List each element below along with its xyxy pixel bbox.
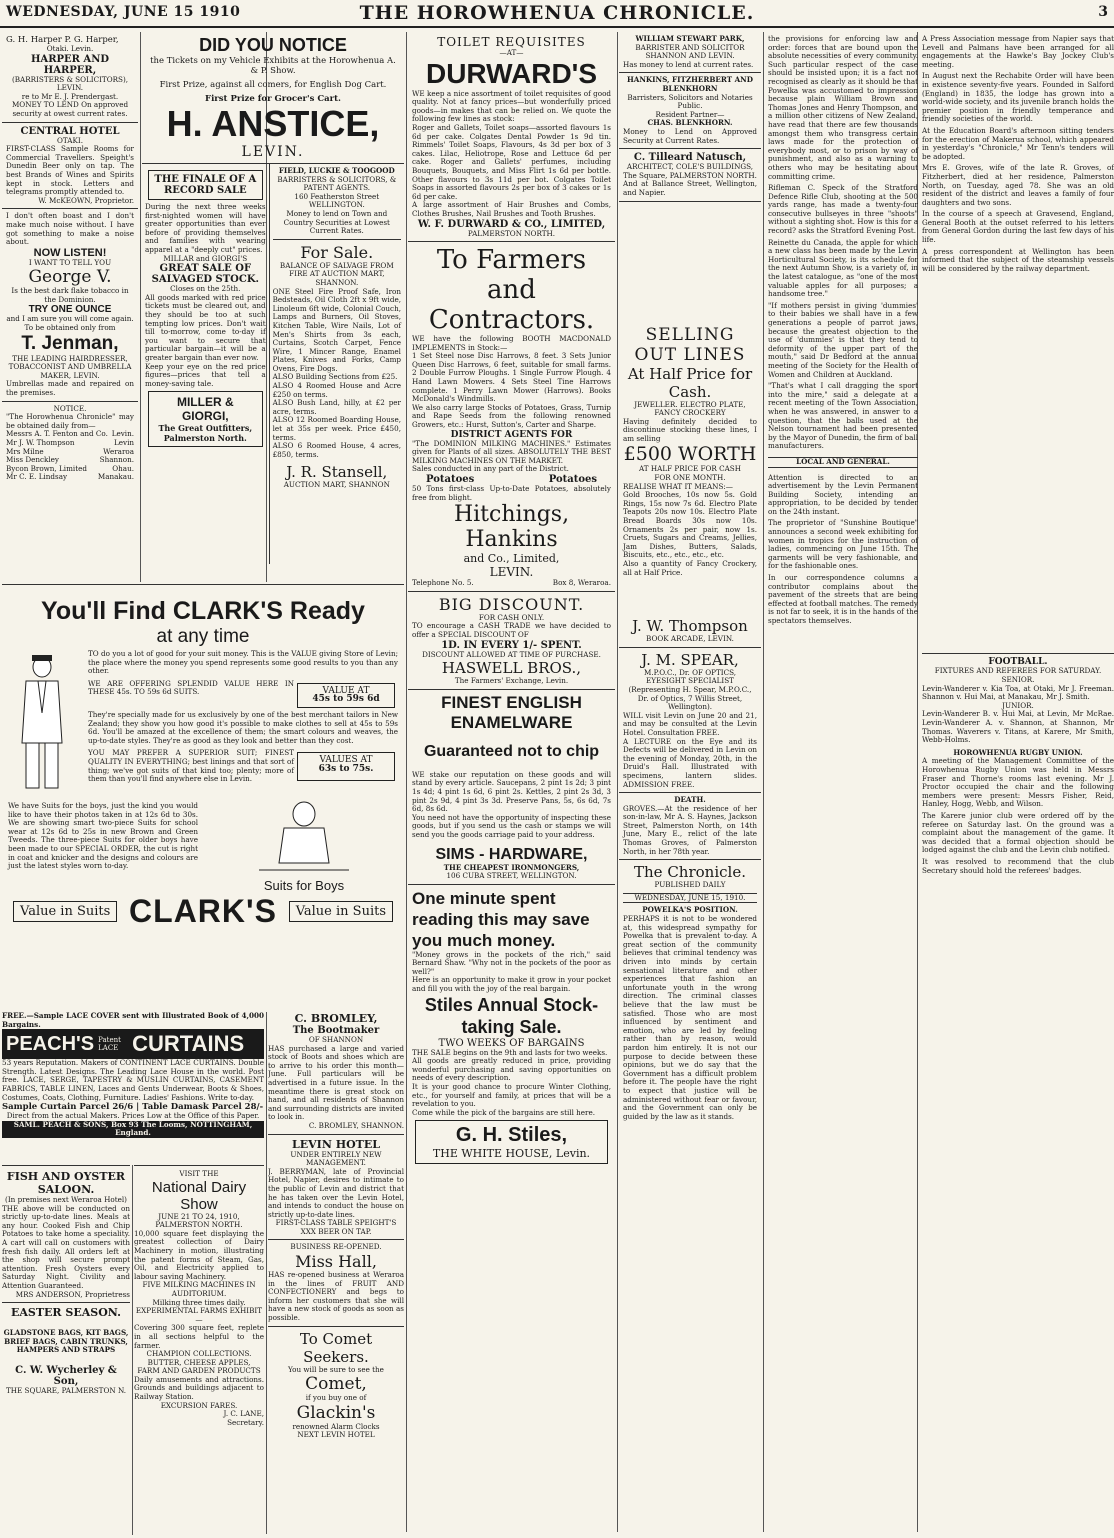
bromley-sig: C. BROMLEY, SHANNON. bbox=[308, 1120, 404, 1130]
death-notice bbox=[619, 793, 761, 860]
patent-lace: Patent LACE bbox=[98, 1036, 121, 1053]
haswell: HASWELL BROS., bbox=[441, 659, 582, 678]
glackin: Glackin's bbox=[296, 1402, 376, 1423]
fish-easter-column bbox=[2, 1165, 130, 1536]
death-text: GROVES.—At the residence of her son-in-law, Mr A. S. Haynes, Jackson Street, Palmerston North, on 14th June, Mary E., relict of the late Thomas Groves, of Palmerston North, in her 78th year. bbox=[623, 803, 757, 856]
clarks-prefer: YOU MAY PREFER A SUPERIOR SUIT; FINEST QUALITY IN EVERYTHING; best linings and that sort of thing; we've got suits of that kind too; plenty; more of them than you'll find anywhere else in Levin. bbox=[88, 748, 294, 784]
great-sale: GREAT SALE OF SALVAGED STOCK. bbox=[151, 263, 259, 286]
clarks-logo: CLARK'S bbox=[129, 893, 277, 929]
agent-town: Levin bbox=[113, 438, 134, 447]
finale-text: During the next three weeks first-nighted women will have greater opportunities than ever before of providing themselves and families with wearing apparel at a "deeply cut" prices. bbox=[145, 202, 266, 254]
new-mgmt: UNDER ENTIRELY NEW MANAGEMENT. bbox=[290, 1149, 382, 1168]
haswell-advert bbox=[408, 592, 615, 690]
sims: SIMS - HARDWARE, bbox=[435, 845, 588, 863]
durward-town: PALMERSTON NORTH. bbox=[467, 228, 556, 238]
sale-text-2: It is your good chance to procure Winter Clothing, etc., for yourself and family, at prices that will be a revelation to you. bbox=[412, 1082, 611, 1109]
enamel-text: WE stake our reputation on these goods and will stand by every article. Saucepans, 2 pint 1s 2d; 3 pint 1s 4d; 4 pint 1s 6d, 6 pint 2s. Kettles, 2 pint 2s 3d, 3 pint 2s 9d, 4 pint 3s 3d. Preserve Pans, 5s, 6s 6d, 7s 6d, 8s 6d. bbox=[412, 769, 611, 814]
half-price-2: AT HALF PRICE FOR CASH bbox=[639, 464, 741, 474]
park-name: WILLIAM STEWART PARK, bbox=[635, 34, 745, 43]
hotel-town: OTAKI. bbox=[57, 135, 83, 145]
dairy-show-column bbox=[134, 1165, 264, 1536]
harper-role: (BARRISTERS & SOLICITORS), bbox=[11, 74, 129, 84]
fixtures: FIXTURES AND REFEREES FOR SATURDAY. bbox=[934, 666, 1102, 676]
want-tell: I WANT TO TELL YOU bbox=[28, 257, 112, 267]
try-sub: and I am sure you will come again. bbox=[6, 314, 134, 324]
butter: BUTTER, CHEESE APPLES, bbox=[147, 1357, 251, 1367]
dominion: "The DOMINION MILKING MACHINES." Estimates given for Plants of all sizes. ABSOLUTELY THE BEST MILKING MACHINES ON THE MARKET. bbox=[412, 438, 611, 465]
easter-season: EASTER SEASON. bbox=[11, 1306, 121, 1320]
at: —AT— bbox=[499, 48, 524, 57]
first-class: FIRST-CLASS TABLE SPEIGHT'S XXX BEER ON TAP. bbox=[275, 1218, 397, 1236]
agent-row bbox=[6, 473, 134, 482]
durward-text: WE keep a nice assortment of toilet requisites of good quality. Not at fancy prices—but wonderfully priced goods—in makes that can be relied on. We quote the following few lines as stock: bbox=[412, 88, 611, 124]
business: BUSINESS RE-OPENED. bbox=[290, 1242, 382, 1252]
curtains: CURTAINS bbox=[132, 1031, 245, 1057]
five-milking: FIVE MILKING MACHINES IN AUDITORIUM. bbox=[142, 1280, 256, 1298]
harper-locations: Otaki. Levin. bbox=[46, 44, 94, 53]
great-outfitters: The Great Outfitters, Palmerston North. bbox=[158, 423, 253, 444]
durward-items: Roger and Gallets, Toilet soaps—assorted flavours 1s 6d per cake. Colgates Dental Powder 1s 9d tin. Rimmels' Toilet Soaps, Flavours, 4s 3d per box of 3 cakes. Lilac, Heliotrope, Rose and Lettuce 6d per cake. Roger and Gallets' perfumes, including Bouquets, Bouquets, and Miss Flirt 1s 6d per bottle. Other flavours to 3s 11d per bot. Colgates Toilet Soaps in assorted flavours 2s per box of 3 cakes or 1s 6d per cake. bbox=[412, 122, 611, 201]
value-1: VALUE AT bbox=[322, 685, 370, 696]
value-2: VALUES AT bbox=[319, 755, 373, 766]
alarm: renowned Alarm Clocks bbox=[292, 1421, 380, 1431]
also-1: ALSO Building Sections from £25. bbox=[272, 372, 398, 382]
also-text: Also a quantity of Fancy Crockery, all at Half Price. bbox=[623, 559, 757, 577]
did-sub: the Tickets on my Vehicle Exhibits at the Horowhenua A. & P. Show. bbox=[150, 56, 396, 76]
col5-text-7: The proprietor of "Sunshine Boutique" announces a second week exhibiting for women in tropics for the instruction of ladies, commencing on June 15th. The garments will be very fashionable, and for the fashionable ones. bbox=[768, 518, 918, 571]
anstice-advert bbox=[142, 32, 404, 164]
sale-begins: THE SALE begins on the 9th and lasts for two weeks. bbox=[412, 1047, 608, 1057]
field-money: Money to lend on Town and Country Securities at Lowest Current Rates. bbox=[283, 208, 390, 236]
tilleard: C. Tilleard Natusch, bbox=[633, 152, 747, 164]
jenman-advert bbox=[2, 209, 138, 401]
chronicle-date: WEDNESDAY, JUNE 15, 1910. bbox=[623, 893, 757, 904]
george-v: George V. bbox=[28, 267, 112, 288]
agents-list bbox=[6, 430, 134, 482]
bromley-name: C. BROMLEY, bbox=[294, 1012, 378, 1025]
millar: MILLAR and GIORGI'S bbox=[163, 253, 248, 263]
value-2-range: 63s to 75s. bbox=[318, 763, 374, 774]
district-agents: DISTRICT AGENTS FOR bbox=[450, 429, 573, 440]
peach-sample: Sample Curtain Parcel 26/6 | Table Damask Parcel 28/- bbox=[2, 1102, 264, 1113]
next-levin: NEXT LEVIN HOTEL bbox=[297, 1430, 375, 1440]
discount-amount: 1D. IN EVERY 1/- SPENT. bbox=[441, 639, 582, 651]
column-2 bbox=[142, 32, 404, 582]
guaranteed: Guaranteed not to chip bbox=[423, 742, 600, 760]
also-3: ALSO Bush Land, hilly, at £2 per acre, terms. bbox=[272, 398, 401, 416]
peach-details: 53 years Reputation. Makers of CONTINENT LACE CURTAINS. Double Strength. Latest Designs. The Leading Lace House in the world. Post free. LACE, SERGE, TAPESTRY & MUSLIN CURTAINS, CASEMENT FABRICS, TABLE LINEN, Laces and Gents Underwear, Boots & Shoes, Costumes, Coats, Clothing, Furniture. Ladies' Fashions. Write to-day. bbox=[2, 1058, 264, 1102]
finest-enamelware: FINEST ENGLISH ENAMELWARE bbox=[441, 692, 582, 732]
to-comet: To Comet Seekers. bbox=[299, 1329, 373, 1366]
jenman-name: T. Jenman, bbox=[21, 332, 119, 354]
column-3 bbox=[408, 32, 615, 1532]
column-6 bbox=[919, 32, 1114, 1538]
farmers-text: WE have the following BOOTH MACDONALD IMPLEMENTS in Stock:— bbox=[412, 334, 611, 352]
big-discount: BIG DISCOUNT. bbox=[438, 594, 585, 614]
col6-text-5: In the course of a speech at Gravesend, England, General Booth at the outset referred to his letters from General Gordon during the last few days of his life. bbox=[922, 209, 1114, 245]
peach-direct: Direct from the actual Makers. Prices Low at the Office of this Paper. bbox=[6, 1111, 260, 1121]
field-addr: 160 Featherston Street WELLINGTON. bbox=[294, 191, 380, 210]
union-text: A meeting of the Management Committee of the Horowhenua Rugby Union was held in Messrs Fraser and Thorne's rooms last evening. Mr J. Proctor occupied the chair and the following members were present: Messrs Fisher, Reid, Hanley, Hogg, Webb, and Wilson. bbox=[922, 756, 1114, 809]
blenkhorn: CHAS. BLENKHORN. bbox=[647, 118, 733, 128]
sales: Sales conducted in any part of the District. bbox=[412, 464, 569, 474]
agent-name: Mr J. W. Thompson bbox=[6, 438, 75, 447]
discount-text: TO encourage a CASH TRADE we have decided to offer a SPECIAL DISCOUNT OF bbox=[412, 621, 611, 639]
durwards-advert bbox=[408, 32, 615, 242]
anstice-name: H. ANSTICE, bbox=[166, 103, 380, 144]
hitchings-town: LEVIN. bbox=[489, 565, 534, 580]
hitchings-sub: and Co., Limited, bbox=[463, 552, 560, 566]
discount-time: DISCOUNT ALLOWED AT TIME OF PURCHASE. bbox=[422, 649, 601, 659]
col5-text-6: Attention is directed to an advertisement by the Levin Permanent Building Society, intending an appropriation, to be decided by tender on the 24th instant. bbox=[768, 472, 918, 516]
wycherley-addr: THE SQUARE, PALMERSTON N. bbox=[5, 1385, 127, 1395]
visit: VISIT THE bbox=[179, 1169, 219, 1178]
comet-text: You will be sure to see the bbox=[288, 1364, 384, 1374]
column-5 bbox=[765, 32, 921, 1538]
clarks-headline: You'll Find CLARK'S Ready bbox=[41, 597, 365, 625]
junior: JUNIOR. bbox=[1002, 700, 1034, 710]
boast-text: I don't often boast and I don't make much noise without. I have got something to make a noise about. bbox=[6, 211, 134, 247]
finale: THE FINALE OF A RECORD SALE bbox=[148, 170, 263, 200]
fish-anderson: MRS ANDERSON, Proprietress bbox=[15, 1289, 130, 1299]
did-you-notice: DID YOU NOTICE bbox=[199, 35, 347, 55]
spear-rep: (Representing H. Spear, M.P.O.C., Dr. of Optics, 7 Willis Street, Wellington). bbox=[628, 684, 752, 712]
powelka-text: PERHAPS it is not to be wondered at, this widespread sympathy for Powelka that is prevalent to-day. A great section of the community believes that criminal tendency was driven into minds by certain sensational literature and other experiences that fashion an unfortunate youth in the wrong direction. The criminal classes believe that the law must be satisfied. Those who are most influenced by sentiment and emotion, who are led by feeling rather than by reason, would pardon him entirely. It is not our purpose to decide between these opinions, but we do say that the Government has a difficult problem before it. The people have the right to expect that justice will be administered without fear or favour, and the Government can only be guided by the law as it stands. bbox=[623, 914, 757, 1121]
if-you: if you buy one of bbox=[305, 1393, 367, 1403]
miss-hall: Miss Hall, bbox=[295, 1252, 377, 1272]
sale-text: All goods are greatly reduced in price, providing wonderful purchasing and saving opportunities on needs of every description. bbox=[412, 1056, 611, 1083]
for-sale-sub: BALANCE OF SALVAGE FROM FIRE AT AUCTION MART, SHANNON. bbox=[279, 260, 394, 287]
field-name: FIELD, LUCKIE & TOOGOOD bbox=[278, 166, 395, 175]
dairy-show: National Dairy Show bbox=[151, 1178, 247, 1213]
farmers-stock: We also carry large Stocks of Potatoes, Grass, Turnip and Rape Seeds from the following renowned Growers, etc.: Hurst, Sutton's, Carter and Sharpe. bbox=[412, 402, 611, 430]
powelka: POWELKA'S POSITION. bbox=[642, 905, 738, 915]
milking-three: Milking three times daily. bbox=[152, 1297, 246, 1307]
obtain: To be obtained only from bbox=[24, 323, 116, 333]
experimental: EXPERIMENTAL FARMS EXHIBIT— bbox=[135, 1306, 263, 1324]
realise: REALISE WHAT IT MEANS:— bbox=[623, 481, 733, 491]
local-general: LOCAL AND GENERAL. bbox=[768, 457, 918, 468]
durward-co: W. F. DURWARD & CO., LIMITED, bbox=[417, 218, 606, 230]
hotel-text-bottom: J. BERRYMAN, late of Provincial Hotel, Napier, desires to intimate to the public of Levin and district that he has taken over the Levin Hotel, and intends to conduct the house on strictly up-to-date lines. bbox=[268, 1166, 404, 1219]
notice-title: NOTICE. bbox=[53, 403, 87, 413]
notice-text: "The Horowhenua Chronicle" may be obtained daily from— bbox=[6, 412, 134, 430]
park-town: SHANNON AND LEVIN. bbox=[645, 51, 735, 61]
col5-text-4: "If mothers persist in giving 'dummies' to their babies we shall have in a few generations a people of parrot jaws, because the greatest objection to the use of 'dummies' is that they tend to deformity of the upper part of the mouth," said Dr Bedford at the annual meeting of the Society for the Health of Women and Children at Auckland. bbox=[768, 300, 918, 379]
value-in-suits-1: Value in Suits bbox=[13, 901, 117, 922]
central-hotel-advert bbox=[2, 123, 138, 210]
col6-text-2: In August next the Rechabite Order will have been in existence seventy-five years. Founded in Salford (England) in 1835, the lodge has grown into a world-wide society, and its juvenile branch holds the premier position in friendly temperance and friendly societies of the world. bbox=[922, 71, 1114, 124]
to-farmers: To Farmers and Contractors. bbox=[428, 245, 595, 336]
fitz-partner: Resident Partner— bbox=[655, 109, 725, 119]
toilet-requisites: TOILET REQUISITES bbox=[437, 35, 586, 49]
column-1 bbox=[2, 32, 138, 582]
fish-text: THE above will be conducted on strictly up-to-date lines. Meals at any hour. Cooked Fish and Chip Potatoes to take home a speciality. A cart will call on customers with fresh fish daily. All orders left at the shop will secure prompt attention. Fresh Oysters every Saturday Night. Civility and Attention Guaranteed. bbox=[2, 1203, 130, 1290]
agent-town: Weraroa bbox=[103, 446, 134, 456]
boys-text: We have Suits for the boys, just the kind you would like to have their photos taken in at 12s 6d to 30s. We are showing smart two-piece Suits for school wear at 12s 6d to 25s in new Brown and Green Tweeds. The three-piece Suits for older boys have been made to our SPECIAL ORDER, the cut is right in coat and knicker and the designs and colours are just the latest styles worn to-day. bbox=[8, 801, 198, 871]
comet: Comet, bbox=[305, 1374, 367, 1395]
levin-hotel: LEVIN HOTEL bbox=[292, 1137, 380, 1151]
col5-text-2: Rifleman C. Speck of the Stratford Defence Rifle Club, shooting at the 500 yards range, has made a twenty-four consecutive bullseyes in three "shoots" without a sighting shot. How is this for a record? asks the Stratford Evening Post. bbox=[768, 183, 918, 236]
umbrellas: Umbrellas made and repaired on the premises. bbox=[6, 379, 134, 398]
editorial bbox=[619, 860, 761, 1124]
keep-eye: Keep your eye on the red price figures—prices that tell a money-saving tale. bbox=[145, 361, 266, 388]
chronicle: The Chronicle. bbox=[634, 863, 746, 882]
durwards: DURWARD'S bbox=[425, 57, 598, 89]
farmers-list: 1 Set Steel nose Disc Harrows, 8 feet. 3 Sets Junior Queen Disc Harrows, 6 feet, suitable for small farms. 2 Double Furrow Ploughs. 1 Single Furrow Plough. 4 Hand Lawn Mowers. 4 Sets Steel Tine Harrows complete. 1 Perry Lawn Mower (Harrows). Books McDonald's Windmills. bbox=[412, 351, 611, 404]
bootmaker: The Bootmaker bbox=[292, 1025, 380, 1036]
for-sale-text: ONE Steel Fire Proof Safe, Iron Bedsteads, Oil Cloth 2ft x 9ft wide, Linoleum 6ft wide, Colonial Couch, Lamps and Burners, Oil Stoves, Kitchen Table, Wire Nails, Lot of Men's Shirts from 3s each, Curtains, Scotch Carpet, Fence Wire, 1 Mincer Range, Enamel Plates, Knives and Forks, Camp Ovens, Fire Dogs. bbox=[272, 286, 401, 373]
sims-addr: 106 CUBA STREET, WELLINGTON. bbox=[446, 871, 577, 881]
hall-text: HAS re-opened business at Weraroa in the lines of FRUIT AND CONFECTIONERY and begs to inform her customers that she will have a new stock of goods as soon as possible. bbox=[268, 1270, 404, 1323]
value-1-range: 45s to 59s 6d bbox=[312, 694, 380, 705]
one-month: FOR ONE MONTH. bbox=[654, 473, 726, 483]
agent-name: Messrs A. T. Fenton and Co. bbox=[6, 429, 108, 439]
square: The Square, PALMERSTON NORTH. bbox=[623, 170, 757, 180]
col6-text-1: A Press Association message from Napier says that Levell and Palmans have been arranged for all engagements at the Hawke's Bay Jockey Club's meeting. bbox=[922, 34, 1114, 69]
bromley-levin-hotel-column bbox=[268, 1012, 404, 1534]
harper-text: re to Mr E. J. Prendergast. MONEY TO LEND On approved security at owest current rates. bbox=[11, 91, 129, 118]
try-one: TRY ONE OUNCE bbox=[28, 304, 112, 316]
natusch-advert bbox=[619, 149, 761, 201]
sims-advert bbox=[408, 690, 615, 885]
come-while: Come while the pick of the bargains are still here. bbox=[412, 1107, 596, 1117]
agent-name: Bycon Brown, Limited bbox=[6, 463, 87, 473]
union-text-3: It was resolved to recommend that the club Secretary should hold the referees' badges. bbox=[922, 856, 1114, 875]
park-advert bbox=[619, 32, 761, 73]
suits-for-boys: Suits for Boys bbox=[263, 878, 345, 893]
peach-samuel: SAML. PEACH & SONS, Box 93 The Looms, NOTTINGHAM, England. bbox=[2, 1121, 264, 1138]
realise-text: Gold Brooches, 10s now 5s. Gold Rings, 15s now 7s 6d. Electro Plate Teapots 20s now 10s. Electro Plate Bread Boards 30s now 10s. Ornaments 2s per pair, now 1s. Cruets, Sugars and Creams, Jellies, Jam Dishes, Butters, Salads, Biscuits, etc., etc., etc., etc. bbox=[623, 490, 757, 560]
clarks-intro: TO do you a lot of good for your suit money. This is the VALUE giving Store of Levin; the place where the money you spend represents some good results to you than any other. bbox=[88, 649, 398, 676]
junior-text: Levin-Wanderer B. v. Hui Mai, at Levin, Mr McRae. Levin-Wanderer A. v. Shannon, at Shannon, Mr Thomas. Waverers v. Titans, at Karere, Mr Smith, Webb-Holms. bbox=[922, 709, 1114, 745]
published: PUBLISHED DAILY bbox=[654, 880, 726, 890]
harper-town: LEVIN. bbox=[56, 83, 84, 93]
gh-stiles: G. H. Stiles, bbox=[455, 1124, 568, 1147]
col5-text-8: In our correspondence columns a contributor complains about the pavement of the streets that are being effected at football matches. The remedy is not far to seek, it is in the hands of the spectators themselves. bbox=[768, 573, 918, 625]
clarks-offering: WE ARE OFFERING SPLENDID VALUE HERE IN THESE 45s. TO 59s 6d SUITS. bbox=[88, 678, 294, 697]
column-4 bbox=[619, 32, 761, 1532]
spear-text: WILL visit Levin on June 20 and 21, and may be consulted at the Levin Hotel. Consultation FREE. bbox=[623, 710, 757, 737]
clarks-advert bbox=[2, 584, 404, 995]
spear-advert bbox=[619, 648, 761, 793]
harper-title: HARPER AND HARPER, bbox=[30, 53, 110, 76]
football: FOOTBALL. bbox=[922, 653, 1114, 667]
durward-brushes: A large assortment of Hair Brushes and Combs, Clothes Brushes, Nail Brushes and Tooth Brushes. bbox=[412, 200, 611, 218]
harper-advert bbox=[2, 32, 138, 123]
lane: J. C. LANE, bbox=[223, 1409, 264, 1419]
farm: FARM AND GARDEN PRODUCTS bbox=[137, 1366, 261, 1376]
lecture: A LECTURE on the Eye and its Defects will be delivered in Levin on the evening of Monday, 20th, in the Druid's Hall. Illustrated with specimens, lantern slides. ADMISSION FREE. bbox=[623, 736, 757, 789]
hotel-title: CENTRAL HOTEL bbox=[20, 125, 120, 137]
col5-text-5: "That's what I call dragging the sport into the mire," said a delegate at a recent meeting of the Town Association, when he was answered, in answer to a question, that the balls used at the Nelson tournament had been presented by the Mayor of Dunedin, the firm of ball manufacturers. bbox=[768, 381, 918, 451]
jw-thompson: J. W. Thompson bbox=[632, 617, 748, 636]
newspaper-title: THE HOROWHENUA CHRONICLE. bbox=[359, 2, 755, 24]
two-weeks: TWO WEEKS OF BARGAINS bbox=[438, 1037, 585, 1049]
agent-town: Ohau. bbox=[112, 463, 134, 473]
clarks-offering-text: They're specially made for us exclusively by one of the best merchant tailors in New Zealand; they show you how good it's possible to make clothes to sell at 45s to 59s 6d. You'll be amazed at the excellence of them; the smart colours and weaves, the up-to-date styles. They're as good as they look and better than they cost. bbox=[88, 709, 398, 745]
having: Having definitely decided to discontinue stocking these lines, I am selling bbox=[623, 416, 757, 443]
at-any-time: at any time bbox=[156, 626, 250, 647]
man-figure-illustration bbox=[2, 648, 82, 798]
also-2: ALSO 4 Roomed House and Acre £250 on terms. bbox=[272, 381, 401, 399]
fitz-money: Money to Lend on Approved Security at Current Rates. bbox=[623, 126, 757, 145]
hitchings: Hitchings, Hankins bbox=[453, 502, 570, 553]
senior: SENIOR. bbox=[1001, 675, 1035, 685]
money-quote: "Money grows in the pockets of the rich," said Bernard Shaw. "Why not in the pockets of the poor as well?" bbox=[412, 949, 611, 976]
potatoes-2: Potatoes bbox=[548, 474, 597, 485]
fitzherbert: HANKINS, FITZHERBERT AND BLENKHORN bbox=[627, 75, 753, 93]
also-5: ALSO 6 Roomed House, 4 acres, £850, terms. bbox=[272, 441, 401, 459]
stiles-advert bbox=[408, 885, 615, 1171]
fish-premises: (In premises next Weraroa Hotel) bbox=[5, 1195, 127, 1204]
park-role: BARRISTER AND SOLICITOR bbox=[635, 42, 745, 52]
stiles-annual: Stiles Annual Stock-taking Sale. bbox=[424, 994, 599, 1037]
agent-name: Miss Denckley bbox=[6, 455, 59, 465]
balance-st: And at Ballance Street, Wellington, and Napier. bbox=[623, 179, 757, 197]
haswell-sub: The Farmers' Exchange, Levin. bbox=[454, 676, 569, 686]
one-minute: One minute spent reading this may save you much money. bbox=[412, 888, 590, 950]
first-prize-1: First Prize, against all comers, for English Dog Cart. bbox=[159, 80, 387, 90]
easter-items: GLADSTONE BAGS, KIT BAGS, BRIEF BAGS, CABIN TRUNKS, HAMPERS AND STRAPS bbox=[3, 1328, 129, 1355]
fitzherbert-advert bbox=[619, 73, 761, 149]
goods-text: All goods marked with red price tickets must be cleared out, and they should be too at such tempting low prices. Don't wait till to-morrow, come to-day if you want to secure that particular bargain—it will be a greater bargain than ever now. bbox=[145, 292, 266, 362]
hotel-text: FIRST-CLASS Sample Rooms for Commercial Travellers. Speight's Dunedin Beer only on tap. The best Brands of Wines and Spirits kept in stock. Letters and telegrams promptly attended to. bbox=[6, 144, 134, 197]
dairy-text: 10,000 square feet displaying the greatest collection of Dairy Machinery in motion, illustrating the patent forms of Steam, Gas, Oil, and Electricity applied to labour saving Machinery. bbox=[134, 1228, 264, 1281]
closes: Closes on the 25th. bbox=[170, 284, 241, 294]
george-sub: Is the best dark flake tobacco in the Dominion. bbox=[11, 286, 129, 304]
spear: J. M. SPEAR, bbox=[641, 650, 739, 669]
boy-illustration bbox=[204, 798, 404, 893]
agent-town: Manakau. bbox=[97, 472, 134, 482]
value-in-suits-2: Value in Suits bbox=[289, 901, 393, 922]
thompson-advert bbox=[619, 202, 761, 648]
bromley-shannon: OF SHANNON bbox=[308, 1035, 364, 1044]
first-prize-2: First Prize for Grocer's Cart. bbox=[205, 94, 341, 104]
cash-only: FOR CASH ONLY. bbox=[478, 612, 545, 622]
agent-town: Levin. bbox=[111, 429, 134, 439]
senior-text: Levin-Wanderer v. Kia Toa, at Otaki, Mr J. Freeman. Shannon v. Hui Mai, at Manakau, Mr J. Smith. bbox=[922, 683, 1114, 702]
telephone: Telephone No. 5. bbox=[412, 578, 474, 588]
harper-names: G. H. Harper P. G. Harper, bbox=[6, 35, 119, 45]
park-money: Has money to lend at current rates. bbox=[623, 59, 754, 69]
fish-title: FISH AND OYSTER SALOON. bbox=[6, 1170, 126, 1196]
dairy-dates: JUNE 21 TO 24, 1910, PALMERSTON NORTH. bbox=[155, 1211, 243, 1230]
millar-giorgi-advert bbox=[142, 164, 270, 564]
hotel-proprietor: W. McKEOWN, Proprietor. bbox=[38, 195, 134, 205]
agent-name: Mrs Milne bbox=[6, 446, 44, 456]
death: DEATH. bbox=[674, 795, 706, 805]
col5-text-3: Reinette du Canada, the apple for which a new class has been made by the Levin Horticultural Society, is its schedule for the next Autumn Show, is a variety of, in the latest catalogue, as "one of the most valuable apples for all purposes; a handsome tree." bbox=[768, 237, 918, 299]
sims-sub: THE CHEAPEST IRONMONGERS, bbox=[443, 862, 580, 872]
notice-advert bbox=[2, 402, 138, 485]
col5-text-1: the provisions for enforcing law and order: forces that are bound upon the absolute necessities of every community. Such particular respect of the case should be insisted upon; it is a fact not recognised as clearly as it should be that Powelka was accustomed to impression because plain William Brown and Thomas Jones and Henry Thompson, and a million other citizens of New Zealand, have read that there are few thousands amongst them who transgress certain laws made for the protection of everybody most, or to prison by way of punishment, and also as a warning to others who may be hesitating about committing crime. bbox=[768, 34, 918, 181]
peach-curtains-advert bbox=[2, 1012, 264, 1157]
wycherley: C. W. Wycherley & Son, bbox=[15, 1364, 117, 1387]
for-sale: For Sale. bbox=[300, 242, 374, 262]
agent-name: Mr C. E. Lindsay bbox=[6, 472, 68, 482]
money-text: Here is an opportunity to make it grow in your pocket and fill you with the joy of the real bargain. bbox=[412, 975, 611, 994]
miller-giorgi: MILLER & GIORGI, bbox=[176, 395, 234, 424]
also-4: ALSO 12 Roomed Boarding House, let at 35s per week. Price £450, terms. bbox=[272, 415, 401, 442]
page-number: 3 bbox=[1098, 4, 1108, 20]
spear-sub: M.P.O.C., Dr. OF OPTICS, EYESIGHT SPECIALIST bbox=[643, 667, 737, 686]
col6-text-3: At the Education Board's afternoon sitting tenders for the erection of Makerua school, which appeared in yesterday's "Chronicle," Mr Tenn's tenders will be adopted. bbox=[922, 125, 1114, 161]
hitchings-advert bbox=[408, 242, 615, 592]
jewellery: JEWELLER. ELECTRO PLATE, FANCY CROCKERY bbox=[634, 399, 746, 418]
union-text-2: The Karere junior club were ordered off by the referee on Saturday last. On the ground was a complaint about the management of the game. It was decided that a formal objection should be lodged against the club and the Levin club notified. bbox=[922, 810, 1114, 855]
peach-free: FREE.—Sample LACE COVER sent with Illustrated Book of 4,000 Bargains. bbox=[2, 1012, 264, 1029]
masthead bbox=[0, 0, 1114, 28]
field-sub: BARRISTERS & SOLICITORS, & PATENT AGENTS. bbox=[277, 174, 397, 193]
exp-text: Covering 300 square feet, replete in all sections helpful to the farmer. bbox=[134, 1323, 264, 1350]
peachs: PEACH'S bbox=[6, 1032, 95, 1055]
white-house: THE WHITE HOUSE, Levin. bbox=[432, 1147, 591, 1161]
stansell-sub: AUCTION MART, SHANNON bbox=[283, 480, 390, 490]
half-price: At Half Price for Cash. bbox=[627, 364, 753, 401]
col6-text-6: A press correspondent at Wellington has been informed that the subject of the steamship vessels will be considered by the railway department. bbox=[922, 246, 1114, 273]
selling-out: SELLING OUT LINES bbox=[634, 324, 746, 365]
field-stansell-adverts bbox=[270, 164, 404, 564]
amusements: Daily amusements and attractions. Grounds and buildings adjacent to Railway Station. bbox=[134, 1374, 264, 1402]
book-arcade: BOOK ARCADE, LEVIN. bbox=[646, 634, 734, 644]
excursion: EXCURSION FARES. bbox=[160, 1400, 238, 1410]
champion: CHAMPION COLLECTIONS. bbox=[146, 1349, 252, 1359]
enamel-text-2: You need not have the opportunity of inspecting these goods, but if you send us the cash or stamps we will send you the goods carriage paid to your address. bbox=[412, 812, 611, 839]
potatoes-text: 50 Tons first-class Up-to-Date Potatoes, absolutely free from blight. bbox=[412, 484, 611, 502]
architect: ARCHITECT, COLE'S BUILDINGS, bbox=[626, 162, 754, 172]
issue-date: WEDNESDAY, JUNE 15 1910 bbox=[6, 4, 241, 20]
agent-town: Shannon. bbox=[99, 455, 134, 465]
worth: £500 WORTH bbox=[623, 443, 757, 466]
col6-text-4: Mrs E. Groves, wife of the late R. Groves, of Fitzherbert, died at her residence, Palmerston North, on Tuesday, aged 78. She was an old resident of the district and leaves a family of four daughters and two sons. bbox=[922, 163, 1114, 207]
anstice-town: LEVIN. bbox=[241, 144, 305, 160]
stansell-name: J. R. Stansell, bbox=[286, 463, 388, 482]
box: Box 8, Weraroa. bbox=[552, 578, 611, 588]
bromley-text: HAS purchased a large and varied stock of Boots and shoes which are to arrive to his order this month—June. Full particulars will be advertised in a future issue. In the meantime there is great stock on hand, and all residents of Shannon and surrounding districts are invited to look in. bbox=[268, 1043, 404, 1122]
now-listen: NOW LISTEN! bbox=[33, 246, 107, 259]
potatoes-1: Potatoes bbox=[426, 474, 475, 485]
union: HOROWHENUA RUGBY UNION. bbox=[953, 747, 1083, 757]
secretary: Secretary. bbox=[227, 1417, 264, 1427]
fitz-role: Barristers, Solicitors and Notaries Public. bbox=[627, 92, 753, 111]
jenman-sub: THE LEADING HAIRDRESSER, TOBACCONIST AND UMBRELLA MAKER, LEVIN. bbox=[8, 353, 132, 380]
